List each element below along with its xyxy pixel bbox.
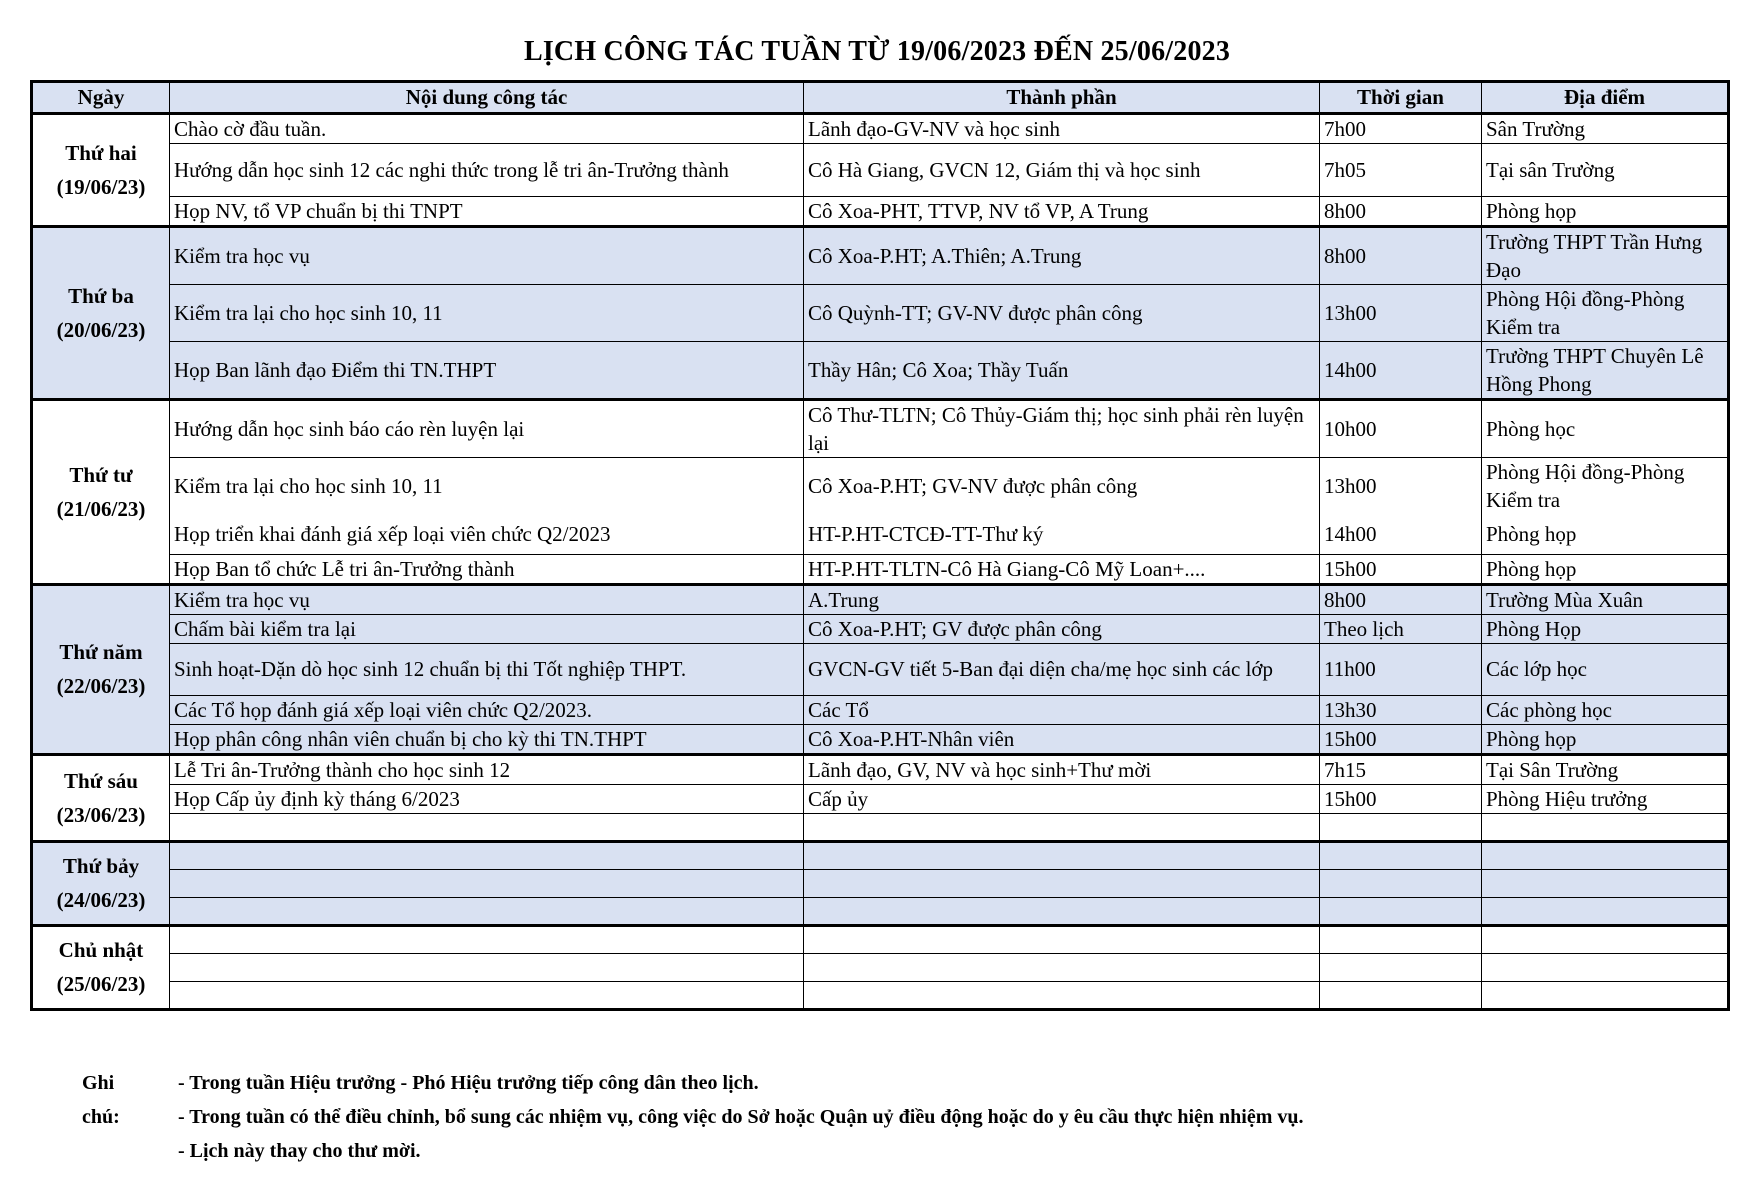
day-cell: [32, 584, 170, 754]
time-cell: 7h05: [1320, 144, 1482, 197]
members-cell: Thầy Hân; Cô Xoa; Thầy Tuấn: [804, 342, 1320, 400]
day-date: (20/06/23): [56, 318, 146, 342]
day-name: Thứ sáu: [64, 768, 138, 793]
table-row: [32, 514, 1729, 554]
place-cell: Phòng học: [1482, 400, 1729, 458]
time-cell: 7h00: [1320, 114, 1482, 144]
day-date: (22/06/23): [56, 674, 146, 698]
content-cell: Kiểm tra lại cho học sinh 10, 11: [170, 285, 804, 342]
notes-label: Ghi chú:: [82, 1072, 120, 1128]
members-cell: Cô Hà Giang, GVCN 12, Giám thị và học sinh: [804, 144, 1320, 197]
content-cell: Chấm bài kiểm tra lại: [170, 614, 804, 643]
col-header-members: Thành phần: [804, 82, 1320, 114]
members-cell: [804, 897, 1320, 925]
table-row: [32, 813, 1729, 841]
table-row: [32, 981, 1729, 1009]
members-cell: [804, 841, 1320, 869]
col-header-day: Ngày: [32, 82, 170, 114]
members-cell: A.Trung: [804, 584, 1320, 614]
day-cell: [32, 114, 170, 227]
content-cell: Họp Ban tổ chức Lễ tri ân-Trưởng thành: [170, 554, 804, 584]
content-cell: [170, 981, 804, 1009]
note-line: - Trong tuần có thể điều chỉnh, bổ sung các nhiệm vụ, công việc do Sở hoặc Quận uỷ điều động hoặc do y êu cầu thực hiện nhiệm vụ.: [178, 1106, 1304, 1128]
members-cell: [804, 869, 1320, 897]
time-cell: 8h00: [1320, 197, 1482, 227]
time-cell: 11h00: [1320, 643, 1482, 695]
place-cell: Trường THPT Chuyên Lê Hồng Phong: [1482, 342, 1729, 400]
time-cell: 15h00: [1320, 554, 1482, 584]
members-cell: Cô Thư-TLTN; Cô Thủy-Giám thị; học sinh phải rèn luyện lại: [804, 400, 1320, 458]
day-cell: [32, 227, 170, 400]
time-cell: 10h00: [1320, 400, 1482, 458]
place-cell: [1482, 953, 1729, 981]
table-row: [32, 724, 1729, 754]
place-cell: [1482, 869, 1729, 897]
table-row: [32, 869, 1729, 897]
content-cell: Họp Ban lãnh đạo Điểm thi TN.THPT: [170, 342, 804, 400]
time-cell: 7h15: [1320, 754, 1482, 784]
day-name: Thứ ba: [68, 284, 134, 308]
day-name: Thứ hai: [65, 141, 137, 165]
place-cell: Phòng họp: [1482, 514, 1729, 554]
place-cell: Phòng Hội đồng-Phòng Kiểm tra: [1482, 285, 1729, 342]
place-cell: [1482, 981, 1729, 1009]
members-cell: Cô Xoa-P.HT; A.Thiên; A.Trung: [804, 227, 1320, 285]
place-cell: Tại sân Trường: [1482, 144, 1729, 197]
time-cell: 15h00: [1320, 724, 1482, 754]
place-cell: Phòng họp: [1482, 197, 1729, 227]
content-cell: Họp triển khai đánh giá xếp loại viên chức Q2/2023: [170, 514, 804, 554]
content-cell: Họp Cấp ủy định kỳ tháng 6/2023: [170, 784, 804, 813]
day-cell: [32, 925, 170, 1009]
members-cell: Các Tổ: [804, 695, 1320, 724]
col-header-place: Địa điểm: [1482, 82, 1729, 114]
day-cell: [32, 400, 170, 585]
place-cell: [1482, 897, 1729, 925]
table-row: [32, 953, 1729, 981]
time-cell: 13h00: [1320, 458, 1482, 515]
content-cell: Kiểm tra lại cho học sinh 10, 11: [170, 458, 804, 515]
members-cell: [804, 813, 1320, 841]
place-cell: Phòng Hiệu trưởng: [1482, 784, 1729, 813]
members-cell: Cô Xoa-P.HT-Nhân viên: [804, 724, 1320, 754]
content-cell: [170, 813, 804, 841]
time-cell: 13h30: [1320, 695, 1482, 724]
day-cell: [32, 754, 170, 841]
day-date: (25/06/23): [56, 972, 146, 996]
place-cell: Các phòng học: [1482, 695, 1729, 724]
header-row: [32, 82, 1729, 114]
place-cell: Tại Sân Trường: [1482, 754, 1729, 784]
content-cell: Chào cờ đầu tuần.: [170, 114, 804, 144]
content-cell: [170, 897, 804, 925]
place-cell: Phòng Hội đồng-Phòng Kiểm tra: [1482, 458, 1729, 515]
place-cell: [1482, 841, 1729, 869]
members-cell: HT-P.HT-CTCĐ-TT-Thư ký: [804, 514, 1320, 554]
col-header-content: Nội dung công tác: [170, 82, 804, 114]
content-cell: Kiểm tra học vụ: [170, 584, 804, 614]
place-cell: Phòng họp: [1482, 724, 1729, 754]
place-cell: Sân Trường: [1482, 114, 1729, 144]
members-cell: HT-P.HT-TLTN-Cô Hà Giang-Cô Mỹ Loan+....: [804, 554, 1320, 584]
place-cell: Các lớp học: [1482, 643, 1729, 695]
table-row: [32, 400, 1729, 458]
members-cell: Cô Xoa-P.HT; GV-NV được phân công: [804, 458, 1320, 515]
table-row: [32, 784, 1729, 813]
members-cell: [804, 981, 1320, 1009]
table-row: [32, 841, 1729, 869]
members-cell: [804, 953, 1320, 981]
content-cell: Các Tổ họp đánh giá xếp loại viên chức Q2/2023.: [170, 695, 804, 724]
members-cell: Lãnh đạo, GV, NV và học sinh+Thư mời: [804, 754, 1320, 784]
content-cell: Họp NV, tổ VP chuẩn bị thi TNPT: [170, 197, 804, 227]
table-row: [32, 584, 1729, 614]
day-date: (23/06/23): [56, 802, 146, 827]
day-name: Chủ nhật: [58, 938, 144, 962]
members-cell: Cấp ủy: [804, 784, 1320, 813]
table-row: [32, 144, 1729, 197]
content-cell: [170, 869, 804, 897]
time-cell: [1320, 813, 1482, 841]
place-cell: Trường Mùa Xuân: [1482, 584, 1729, 614]
table-row: [32, 925, 1729, 953]
table-row: [32, 643, 1729, 695]
time-cell: 13h00: [1320, 285, 1482, 342]
page-title: LỊCH CÔNG TÁC TUẦN TỪ 19/06/2023 ĐẾN 25/06/2023: [523, 36, 1231, 67]
table-row: [32, 197, 1729, 227]
content-cell: [170, 841, 804, 869]
time-cell: 15h00: [1320, 784, 1482, 813]
time-cell: 8h00: [1320, 227, 1482, 285]
table-row: [32, 342, 1729, 400]
time-cell: [1320, 925, 1482, 953]
table-row: [32, 114, 1729, 144]
members-cell: [804, 925, 1320, 953]
table-row: [32, 458, 1729, 515]
table-row: [32, 695, 1729, 724]
members-cell: Cô Quỳnh-TT; GV-NV được phân công: [804, 285, 1320, 342]
content-cell: Sinh hoạt-Dặn dò học sinh 12 chuẩn bị thi Tốt nghiệp THPT.: [170, 643, 804, 695]
day-name: Thứ năm: [59, 640, 143, 664]
table-row: [32, 614, 1729, 643]
time-cell: [1320, 981, 1482, 1009]
col-header-time: Thời gian: [1320, 82, 1482, 114]
time-cell: 14h00: [1320, 514, 1482, 554]
time-cell: [1320, 869, 1482, 897]
time-cell: Theo lịch: [1320, 614, 1482, 643]
content-cell: [170, 925, 804, 953]
time-cell: 14h00: [1320, 342, 1482, 400]
table-row: [32, 754, 1729, 784]
note-line: - Lịch này thay cho thư mời.: [178, 1140, 421, 1162]
content-cell: [170, 953, 804, 981]
table-row: [32, 227, 1729, 285]
content-cell: Kiểm tra học vụ: [170, 227, 804, 285]
members-cell: Cô Xoa-PHT, TTVP, NV tổ VP, A Trung: [804, 197, 1320, 227]
day-cell: [32, 841, 170, 925]
day-name: Thứ tư: [69, 462, 133, 487]
time-cell: [1320, 897, 1482, 925]
table-row: [32, 554, 1729, 584]
members-cell: Lãnh đạo-GV-NV và học sinh: [804, 114, 1320, 144]
content-cell: Hướng dẫn học sinh báo cáo rèn luyện lại: [170, 400, 804, 458]
content-cell: Hướng dẫn học sinh 12 các nghi thức trong lễ tri ân-Trưởng thành: [170, 144, 804, 197]
content-cell: Họp phân công nhân viên chuẩn bị cho kỳ thi TN.THPT: [170, 724, 804, 754]
place-cell: [1482, 813, 1729, 841]
place-cell: Trường THPT Trần Hưng Đạo: [1482, 227, 1729, 285]
members-cell: Cô Xoa-P.HT; GV được phân công: [804, 614, 1320, 643]
day-name: Thứ bảy: [62, 854, 140, 878]
table-row: [32, 897, 1729, 925]
time-cell: 8h00: [1320, 584, 1482, 614]
day-date: (24/06/23): [56, 888, 146, 912]
time-cell: [1320, 841, 1482, 869]
content-cell: Lễ Tri ân-Trưởng thành cho học sinh 12: [170, 754, 804, 784]
day-date: (21/06/23): [56, 496, 146, 521]
place-cell: Phòng họp: [1482, 554, 1729, 584]
time-cell: [1320, 953, 1482, 981]
members-cell: GVCN-GV tiết 5-Ban đại diện cha/mẹ học sinh các lớp: [804, 643, 1320, 695]
day-date: (19/06/23): [56, 175, 146, 199]
note-line: - Trong tuần Hiệu trưởng - Phó Hiệu trưởng tiếp công dân theo lịch.: [178, 1072, 759, 1094]
place-cell: [1482, 925, 1729, 953]
place-cell: Phòng Họp: [1482, 614, 1729, 643]
table-row: [32, 285, 1729, 342]
schedule-table: [30, 80, 1730, 1011]
